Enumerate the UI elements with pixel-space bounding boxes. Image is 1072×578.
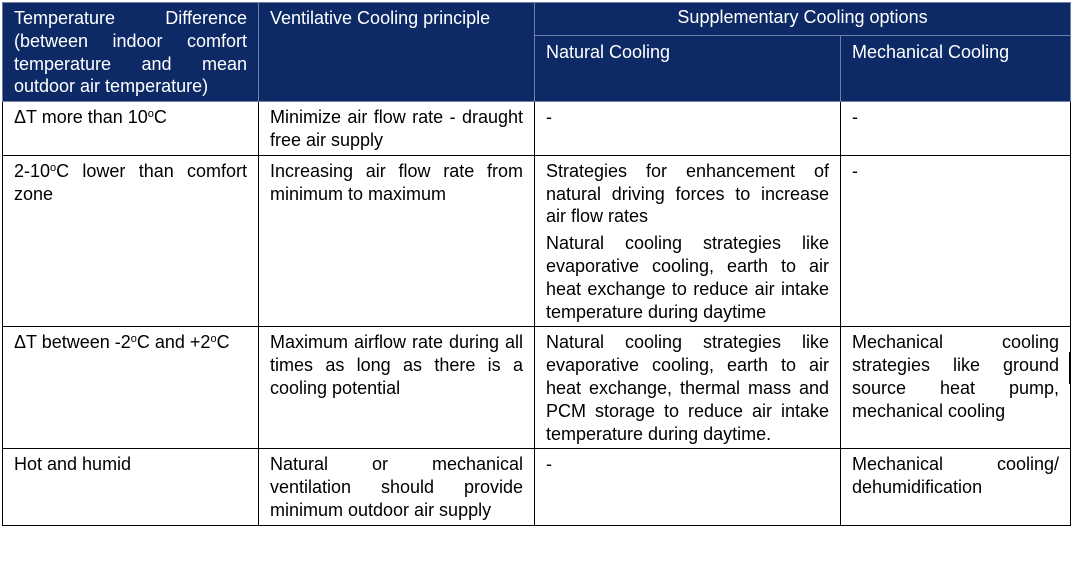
cell-natural-cooling: Strategies for enhancement of natural driving forces to increase air flow rates Natural cooling strategies like evaporative cooling, earth to air heat exchange to reduce air intake temperature during daytime [535,155,841,327]
header-supplementary-cooling-options: Supplementary Cooling options [535,3,1071,36]
cell-temperature-difference: ΔT more than 10$^o$C [3,102,259,156]
header-mechanical-cooling: Mechanical Cooling [841,36,1071,102]
cell-natural-cooling: - [535,449,841,525]
cell-ventilative-principle: Minimize air flow rate - draught free air supply [259,102,535,156]
cell-temperature-difference: 2-10$^o$C lower than comfort zone [3,155,259,327]
cell-natural-cooling: Natural cooling strategies like evaporative cooling, earth to air heat exchange, thermal mass and PCM storage to reduce air intake temperature during daytime. [535,327,841,449]
cell-mechanical-cooling: Mechanical cooling strategies like ground source heat pump, mechanical cooling [841,327,1071,449]
cell-ventilative-principle: Natural or mechanical ventilation should provide minimum outdoor air supply [259,449,535,525]
table-row [3,102,1071,156]
cell-mechanical-cooling: - [841,155,1071,327]
cell-ventilative-principle: Increasing air flow rate from minimum to maximum [259,155,535,327]
cell-temperature-difference: ΔT between -2$^o$C and $+2^oC$ [3,327,259,449]
table-row [3,449,1071,525]
table-row [3,327,1071,449]
cell-temperature-difference: Hot and humid [3,449,259,525]
cell-mechanical-cooling: Mechanical cooling/ dehumidification [841,449,1071,525]
cell-natural-cooling: - [535,102,841,156]
header-natural-cooling: Natural Cooling [535,36,841,102]
header-ventilative-cooling-principle: Ventilative Cooling principle [259,3,535,102]
header-temperature-difference: Temperature Difference (between indoor comfort temperature and mean outdoor air temperature) [3,3,259,102]
cell-mechanical-cooling: - [841,102,1071,156]
cooling-options-table [2,2,1071,526]
cell-ventilative-principle: Maximum airflow rate during all times as long as there is a cooling potential [259,327,535,449]
table-row [3,155,1071,327]
edge-line [1069,352,1070,384]
